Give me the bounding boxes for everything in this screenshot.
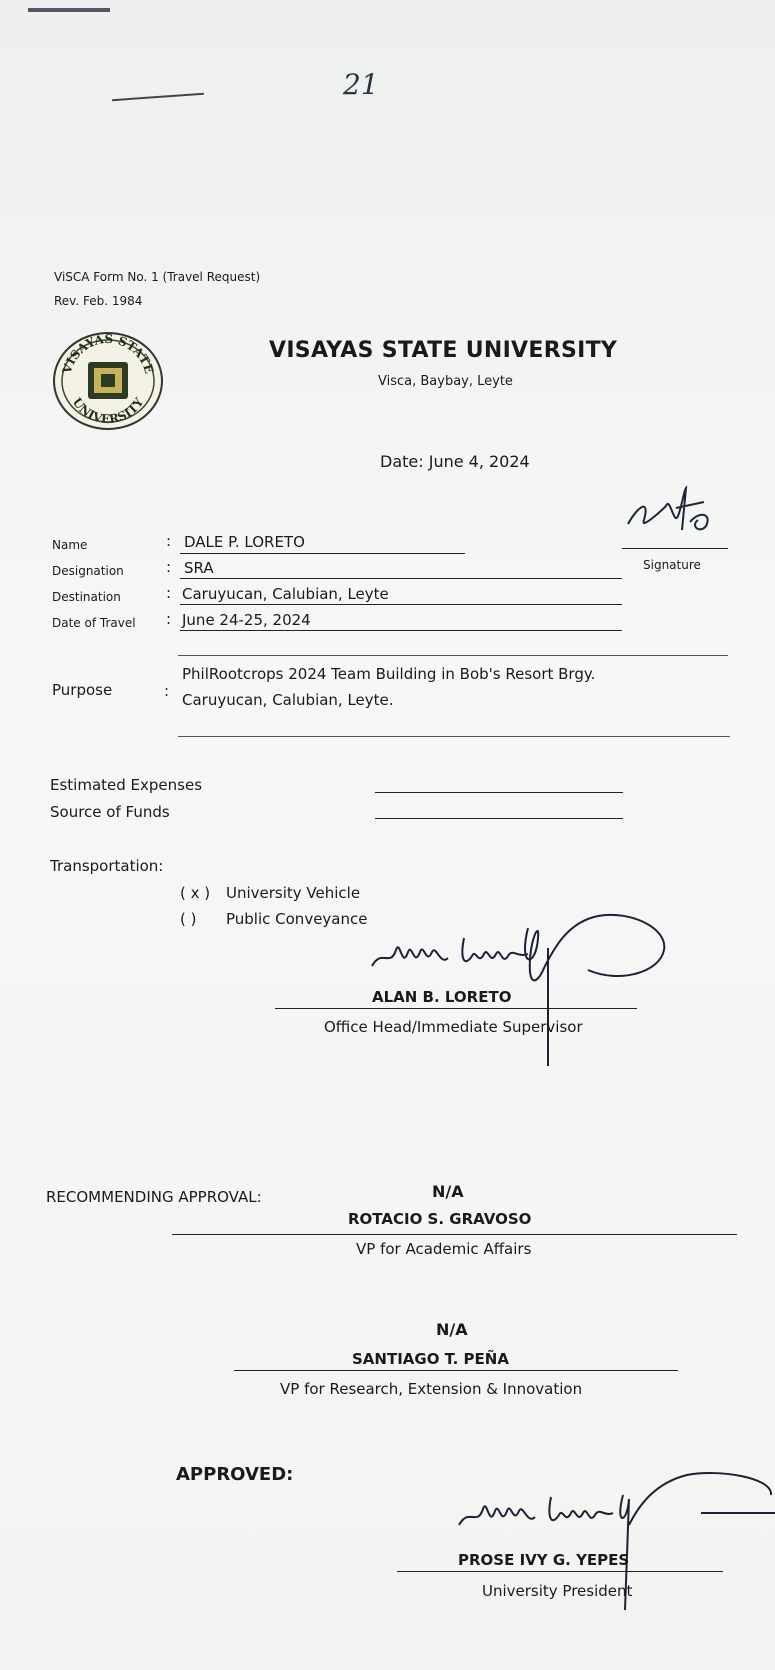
president-signature-line [397,1571,723,1572]
form-number: ViSCA Form No. 1 (Travel Request) [54,270,261,284]
destination-label: Destination [52,590,121,604]
university-address: Visca, Baybay, Leyte [378,374,513,389]
designation-underline [180,578,622,579]
name-underline [180,553,465,554]
recommender-1-title: VP for Academic Affairs [356,1240,532,1258]
destination-value: Caruyucan, Calubian, Leyte [182,585,389,603]
purpose-label: Purpose [52,681,113,699]
date-of-travel-colon: : [166,610,172,628]
transportation-label: Transportation: [50,857,164,875]
estimated-expenses-line [375,792,623,793]
recommending-approval-label: RECOMMENDING APPROVAL: [46,1188,262,1206]
purpose-top-line [178,655,728,656]
university-seal [52,331,164,431]
date-of-travel-underline [180,630,622,631]
president-name: PROSE IVY G. YEPES [458,1551,630,1569]
request-date: Date: June 4, 2024 [380,452,530,471]
supervisor-title: Office Head/Immediate Supervisor [324,1018,583,1036]
recommender-1-line [172,1234,737,1235]
recommender-2-name: SANTIAGO T. PEÑA [352,1350,509,1368]
requester-signature [620,486,730,546]
transport-option-public-mark: ( ) [180,910,197,928]
purpose-bottom-line [178,736,730,737]
recommender-2-line [234,1370,678,1371]
svg-text:VISAYAS STATE: VISAYAS STATE [59,331,157,376]
handwritten-page-number: 21 [343,68,379,101]
pen-mark [28,8,110,12]
signature-label: Signature [643,558,701,572]
transport-option-public-label: Public Conveyance [226,910,368,928]
date-of-travel-value: June 24-25, 2024 [182,611,311,629]
supervisor-name: ALAN B. LORETO [372,988,512,1006]
destination-underline [180,604,622,605]
purpose-line-2: Caruyucan, Calubian, Leyte. [182,691,394,709]
designation-colon: : [166,558,172,576]
transport-option-university-mark: ( x ) [180,884,211,902]
source-of-funds-line [375,818,623,819]
signature-line [622,548,728,549]
estimated-expenses-label: Estimated Expenses [50,776,203,794]
name-value: DALE P. LORETO [184,533,305,551]
name-label: Name [52,538,88,552]
recommender-1-mark: N/A [432,1182,464,1201]
transport-option-university-label: University Vehicle [226,884,361,902]
recommender-1-name: ROTACIO S. GRAVOSO [348,1210,532,1228]
name-colon: : [166,532,172,550]
recommender-2-title: VP for Research, Extension & Innovation [280,1380,583,1398]
designation-value: SRA [184,559,214,577]
date-of-travel-label: Date of Travel [52,616,136,630]
supervisor-signature-line [275,1008,637,1009]
designation-label: Designation [52,564,124,578]
destination-colon: : [166,584,172,602]
recommender-2-mark: N/A [436,1320,468,1339]
president-title: University President [482,1582,633,1600]
svg-text:UNIVERSITY: UNIVERSITY [69,395,147,427]
source-of-funds-label: Source of Funds [50,803,170,821]
form-revision: Rev. Feb. 1984 [54,294,143,308]
purpose-colon: : [164,682,170,700]
pen-mark [112,93,204,101]
university-name: VISAYAS STATE UNIVERSITY [269,338,618,363]
purpose-line-1: PhilRootcrops 2024 Team Building in Bob's Resort Brgy. [182,665,596,683]
approved-label: APPROVED: [176,1464,294,1485]
